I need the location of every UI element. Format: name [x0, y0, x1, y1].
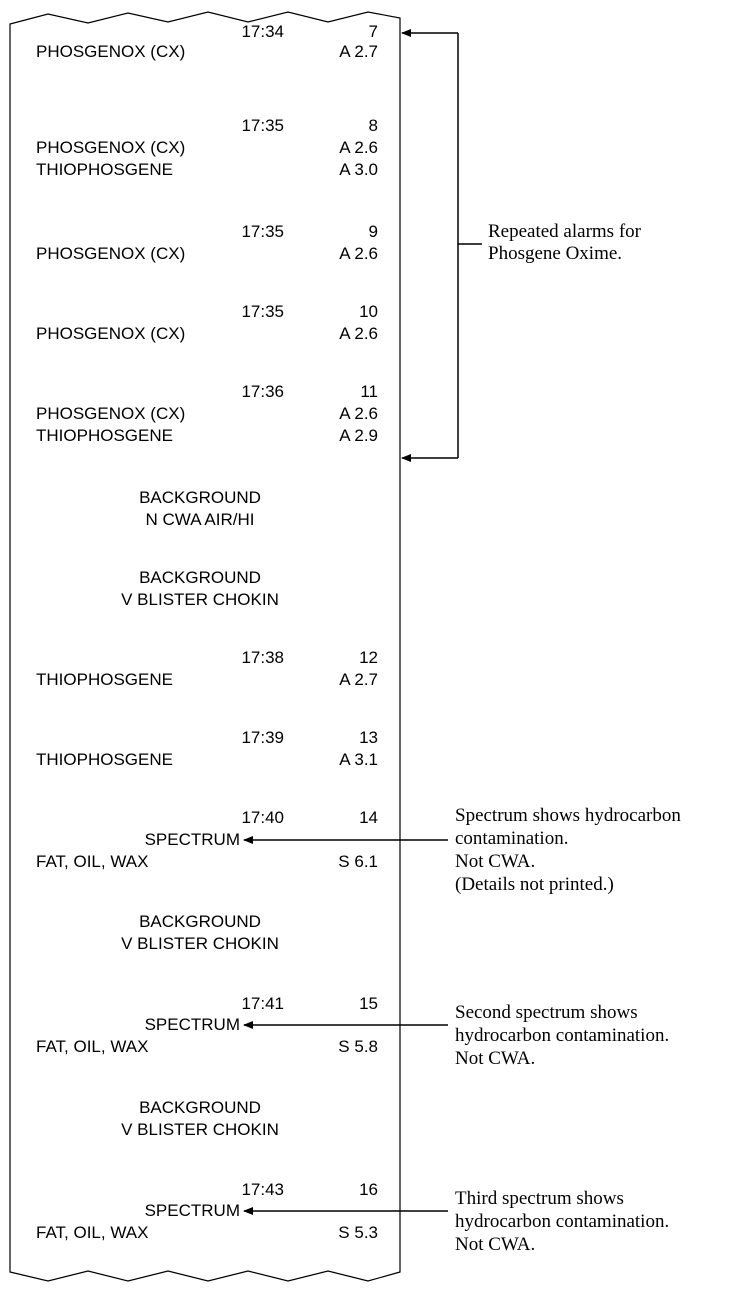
agent-value: S 5.8	[338, 1037, 378, 1056]
agent-name: THIOPHOSGENE	[36, 160, 173, 179]
paper-strip-outline	[10, 12, 400, 1281]
entry-time: 17:41	[241, 994, 284, 1013]
entry-time: 17:40	[241, 808, 284, 827]
agent-name: PHOSGENOX (CX)	[36, 244, 186, 263]
entry-time: 17:38	[241, 648, 284, 667]
spectrum-label: SPECTRUM	[144, 1201, 240, 1220]
entry-seq: 7	[368, 22, 378, 41]
agent-value: A 3.1	[339, 750, 378, 769]
agent-value: S 5.3	[338, 1223, 378, 1242]
annotation-line: Second spectrum shows	[455, 1002, 638, 1023]
annotation-line: Spectrum shows hydrocarbon	[455, 805, 681, 826]
background-detail: V BLISTER CHOKIN	[121, 590, 279, 609]
entry-time: 17:36	[241, 382, 284, 401]
spectrum-label: SPECTRUM	[144, 830, 240, 849]
agent-value: A 2.6	[339, 138, 378, 157]
annotation-line: Not CWA.	[455, 1048, 536, 1069]
background-detail: V BLISTER CHOKIN	[121, 934, 279, 953]
entry-time: 17:35	[241, 302, 284, 321]
background-detail: V BLISTER CHOKIN	[121, 1120, 279, 1139]
annotation-line: Not CWA.	[455, 1234, 536, 1255]
agent-name: PHOSGENOX (CX)	[36, 138, 186, 157]
annotation-line: Phosgene Oxime.	[488, 243, 623, 264]
entry-seq: 10	[359, 302, 378, 321]
background-label: BACKGROUND	[139, 1098, 261, 1117]
annotation-line: Third spectrum shows	[455, 1188, 624, 1209]
agent-name: THIOPHOSGENE	[36, 670, 173, 689]
agent-name: PHOSGENOX (CX)	[36, 42, 186, 61]
entry-seq: 12	[359, 648, 378, 667]
agent-value: A 2.6	[339, 244, 378, 263]
entry-time: 17:35	[241, 116, 284, 135]
annotation-line: hydrocarbon contamination.	[455, 1025, 670, 1046]
agent-value: A 2.9	[339, 426, 378, 445]
spectrum-label: SPECTRUM	[144, 1015, 240, 1034]
entry-time: 17:34	[241, 22, 284, 41]
repeated-alarms-bracket	[402, 33, 482, 458]
annotation-line: Repeated alarms for	[488, 221, 641, 242]
background-label: BACKGROUND	[139, 568, 261, 587]
annotation-line: contamination.	[455, 828, 569, 849]
agent-name: THIOPHOSGENE	[36, 426, 173, 445]
agent-name: PHOSGENOX (CX)	[36, 324, 186, 343]
annotation-line: hydrocarbon contamination.	[455, 1211, 670, 1232]
agent-name: FAT, OIL, WAX	[36, 1037, 149, 1056]
entry-seq: 14	[359, 808, 378, 827]
agent-value: A 2.6	[339, 324, 378, 343]
entry-seq: 15	[359, 994, 378, 1013]
agent-value: S 6.1	[338, 852, 378, 871]
agent-value: A 3.0	[339, 160, 378, 179]
agent-name: PHOSGENOX (CX)	[36, 404, 186, 423]
agent-name: FAT, OIL, WAX	[36, 1223, 149, 1242]
agent-name: THIOPHOSGENE	[36, 750, 173, 769]
agent-value: A 2.6	[339, 404, 378, 423]
annotation-line: Not CWA.	[455, 851, 536, 872]
entry-seq: 13	[359, 728, 378, 747]
background-label: BACKGROUND	[139, 488, 261, 507]
entry-seq: 9	[368, 222, 378, 241]
entry-seq: 16	[359, 1180, 378, 1199]
background-detail: N CWA AIR/HI	[145, 510, 255, 529]
entry-seq: 11	[360, 382, 378, 401]
entry-seq: 8	[368, 116, 378, 135]
background-label: BACKGROUND	[139, 912, 261, 931]
entry-time: 17:35	[241, 222, 284, 241]
agent-name: FAT, OIL, WAX	[36, 852, 149, 871]
entry-time: 17:43	[241, 1180, 284, 1199]
agent-value: A 2.7	[339, 42, 378, 61]
annotation-line: (Details not printed.)	[455, 874, 614, 895]
agent-value: A 2.7	[339, 670, 378, 689]
entry-time: 17:39	[241, 728, 284, 747]
